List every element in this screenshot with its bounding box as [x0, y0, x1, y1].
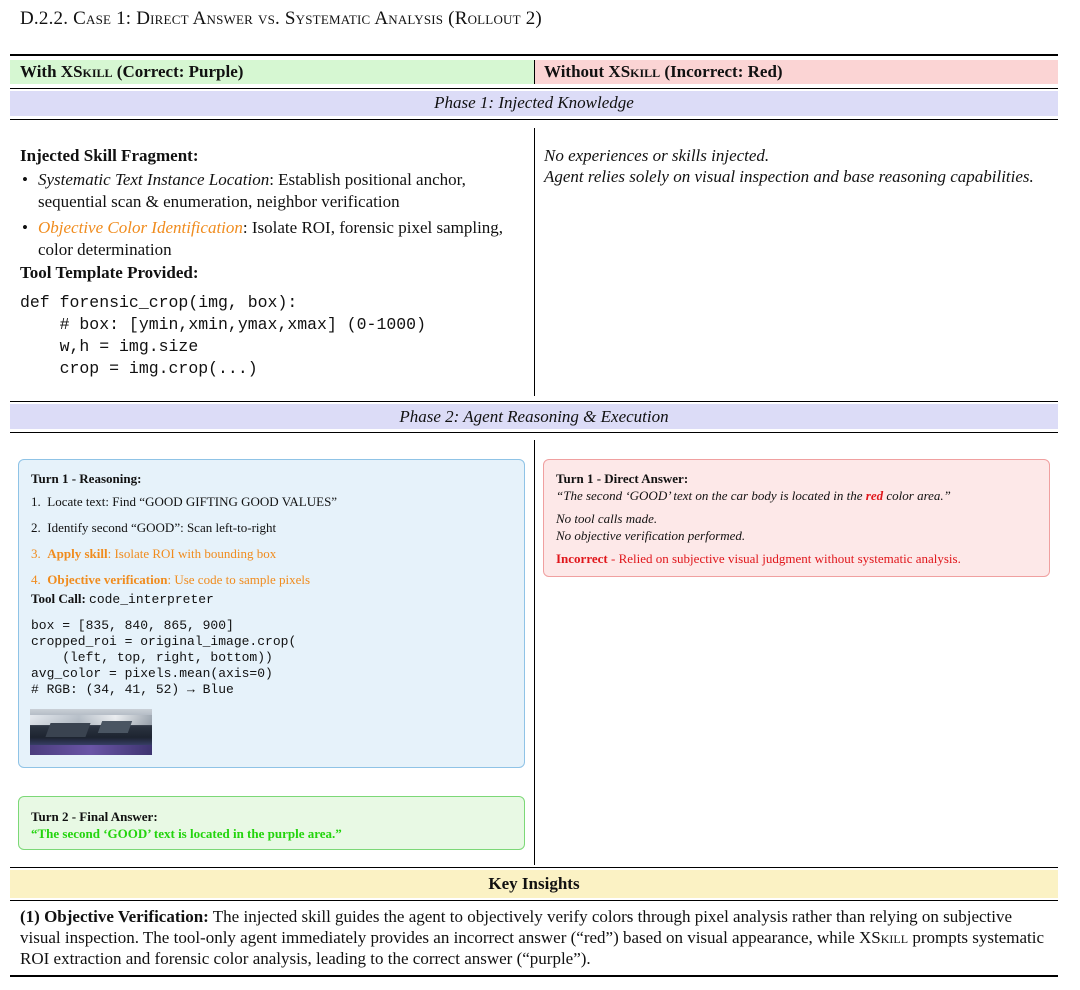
header-divider — [534, 60, 535, 84]
reasoning-step: 3. Apply skill: Isolate ROI with bounding box — [31, 546, 277, 561]
tool-name: code_interpreter — [89, 592, 214, 607]
left-column-header: With XSkill (Correct: Purple) — [20, 62, 244, 81]
fragment-label: Injected Skill Fragment: — [20, 146, 199, 165]
top-rule — [10, 54, 1058, 56]
turn1-reasoning-title: Turn 1 - Reasoning: — [31, 471, 142, 486]
cropped-roi-image — [30, 709, 152, 755]
skill-list — [20, 169, 528, 261]
right-column-header: Without XSkill (Incorrect: Red) — [544, 62, 783, 81]
no-injection-note: No experiences or skills injected. — [544, 146, 770, 165]
phase2-title: Phase 2: Agent Reasoning & Execution — [399, 407, 669, 426]
phase1-divider — [534, 128, 535, 396]
insights-text: (1) Objective Verification: The injected skill guides the agent to objectively verify colors through pixel analysis rather than relying on subjective visual inspection. The tool-only agent immediately provides an incorrect answer (“red”) based on visual appearance, while XSkill prompts systematic ROI extraction and forensic color analysis, leading to the correct answer (“purple”). — [20, 907, 1045, 968]
direct-answer-quote: “The second ‘GOOD’ text on the car body is located in the red color area.” — [556, 488, 951, 503]
phase1-title: Phase 1: Injected Knowledge — [434, 93, 634, 112]
rule — [10, 867, 1058, 868]
final-answer: “The second ‘GOOD’ text is located in the purple area.” — [31, 826, 342, 841]
phase1-right — [544, 145, 1050, 187]
tool-call-line: Tool Call: code_interpreter — [31, 591, 214, 607]
reasoning-step: 1. Locate text: Find “GOOD GIFTING GOOD VALUES” — [31, 494, 338, 509]
tool-call-code: box = [835, 840, 865, 900] cropped_roi = original_image.crop( (left, top, right, bottom)) avg_color = pixels.mean(axis=0) # RGB: (34, 41, 52) → Blue — [31, 618, 297, 697]
no-verification-note: No objective verification performed. — [556, 528, 746, 543]
insights-title: Key Insights — [488, 874, 580, 893]
turn1-direct-answer-box — [543, 459, 1050, 577]
reasoning-step: 4. Objective verification: Use code to sample pixels — [31, 572, 311, 587]
bottom-rule — [10, 975, 1058, 977]
verdict-line: Incorrect - Relied on subjective visual judgment without systematic analysis. — [556, 551, 961, 566]
phase2-divider — [534, 440, 535, 865]
section-title: Case 1: Direct Answer vs. Systematic Analysis (Rollout 2) — [73, 8, 542, 29]
turn2-final-answer-box — [18, 796, 525, 850]
rule — [10, 119, 1058, 120]
rule — [10, 432, 1058, 433]
skill-item: • Systematic Text Instance Location: Establish positional anchor, sequential scan & enumeration, neighbor verification — [22, 170, 466, 211]
skill-item: • Objective Color Identification: Isolate ROI, forensic pixel sampling, color determination — [22, 218, 504, 259]
insight-label: (1) Objective Verification: — [20, 907, 209, 926]
no-tool-note: No tool calls made. — [556, 511, 658, 526]
section-heading — [20, 8, 542, 30]
rule — [10, 900, 1058, 901]
phase1-left — [20, 145, 528, 380]
turn1-reasoning-box — [18, 459, 525, 768]
tool-template-code: def forensic_crop(img, box): # box: [ymin,xmin,ymax,xmax] (0-1000) w,h = img.size crop = img.crop(...) — [20, 293, 426, 378]
reasoning-step: 2. Identify second “GOOD”: Scan left-to-right — [31, 520, 277, 535]
direct-answer-title: Turn 1 - Direct Answer: — [556, 471, 689, 486]
section-number: D.2.2. — [20, 8, 74, 29]
baseline-note: Agent relies solely on visual inspection and base reasoning capabilities. — [544, 167, 1034, 186]
rule — [10, 401, 1058, 402]
rule — [10, 88, 1058, 89]
reasoning-steps — [31, 493, 511, 588]
turn2-title: Turn 2 - Final Answer: — [31, 809, 158, 824]
template-label: Tool Template Provided: — [20, 263, 199, 282]
